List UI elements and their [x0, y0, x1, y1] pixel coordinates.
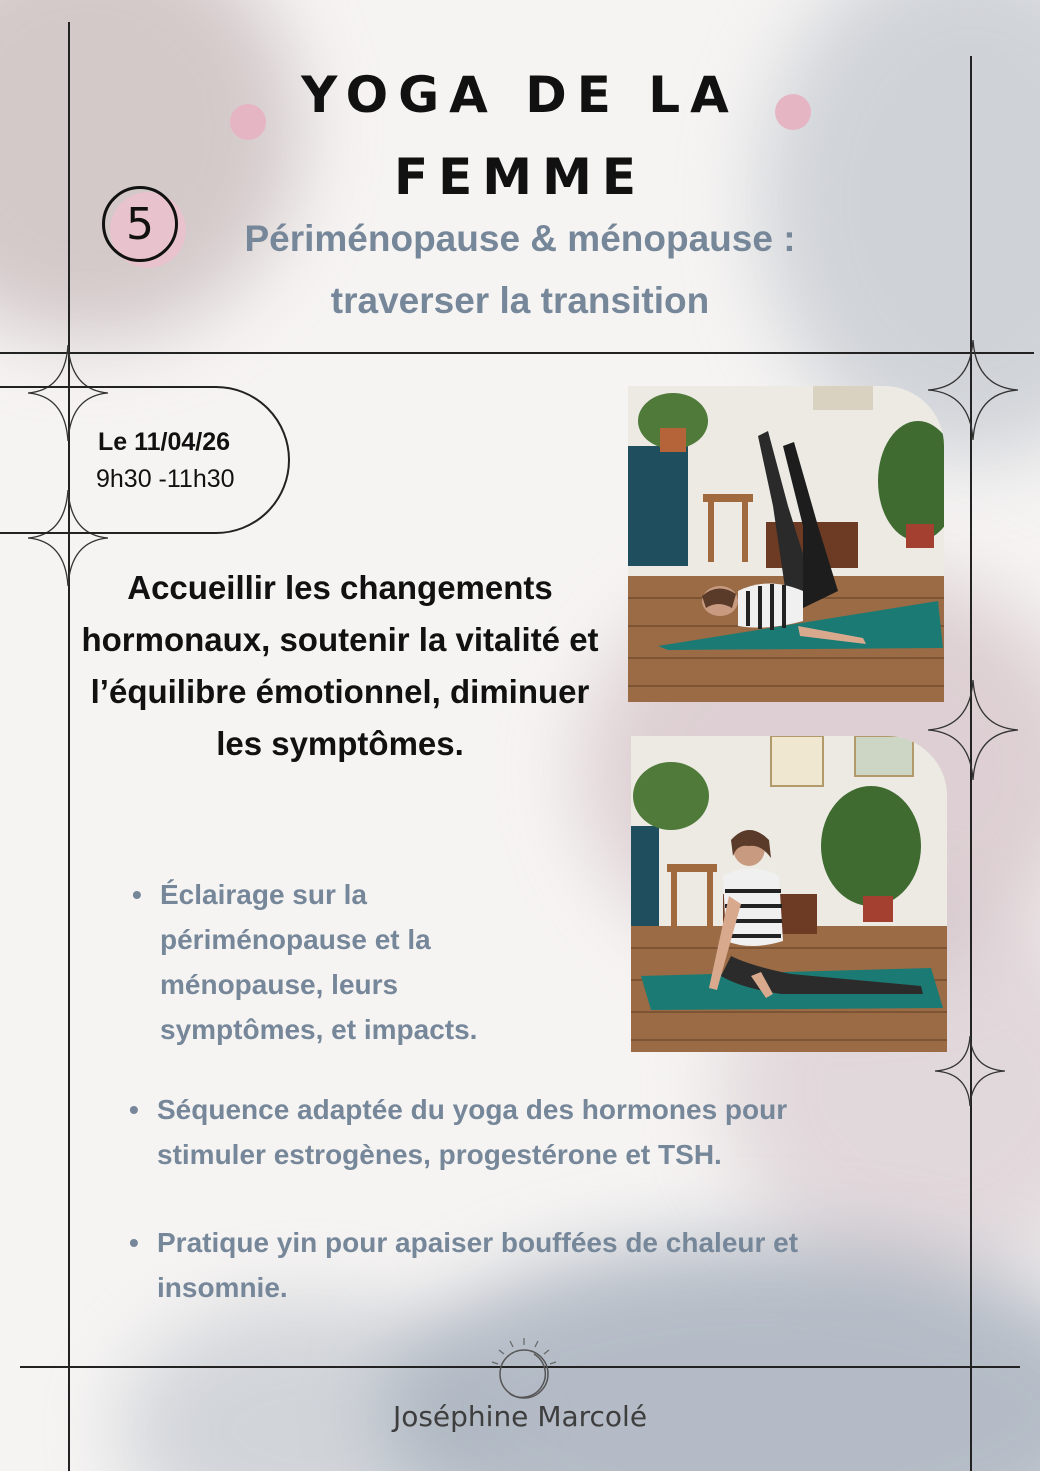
bullet-item-1	[132, 872, 540, 1052]
decor-dot-right	[775, 94, 811, 130]
session-time: 9h30 -11h30	[96, 465, 235, 493]
page-title-line1: YOGA DE LA	[301, 66, 739, 124]
signature: Joséphine Marcolé	[392, 1400, 648, 1433]
date-box	[0, 386, 290, 534]
bullet-marker: •	[129, 1094, 139, 1125]
divider-top	[0, 352, 1034, 354]
bullet-marker: •	[129, 1227, 139, 1258]
subtitle-line1: Périménopause & ménopause :	[244, 218, 796, 259]
bullet-text: Pratique yin pour apaiser bouffées de chaleur et insomnie.	[157, 1227, 799, 1303]
page-title-line2: FEMME	[394, 148, 646, 206]
session-number-badge: 5	[100, 186, 186, 272]
bullet-item-2	[129, 1087, 877, 1177]
bullet-text: Éclairage sur la périménopause et la ménopause, leurs symptômes, et impacts.	[160, 879, 478, 1045]
sun-moon-logo-icon	[486, 1334, 556, 1404]
yoga-photo-legs-raised	[628, 386, 944, 702]
subtitle-line2: traverser la transition	[330, 280, 710, 321]
bullet-text: Séquence adaptée du yoga des hormones pour stimuler estrogènes, progestérone et TSH.	[157, 1094, 788, 1170]
sparkle-star-icon	[928, 340, 1018, 440]
bullet-marker: •	[132, 879, 142, 910]
bullet-item-3	[129, 1220, 897, 1310]
decor-dot-left	[230, 104, 266, 140]
yoga-photo-pigeon-pose	[631, 736, 947, 1052]
session-date: Le 11/04/26	[98, 428, 231, 456]
lead-text: Accueillir les changements hormonaux, soutenir la vitalité et l’équilibre émotionnel, diminuer les symptômes.	[81, 569, 599, 762]
subtitle	[200, 208, 840, 332]
